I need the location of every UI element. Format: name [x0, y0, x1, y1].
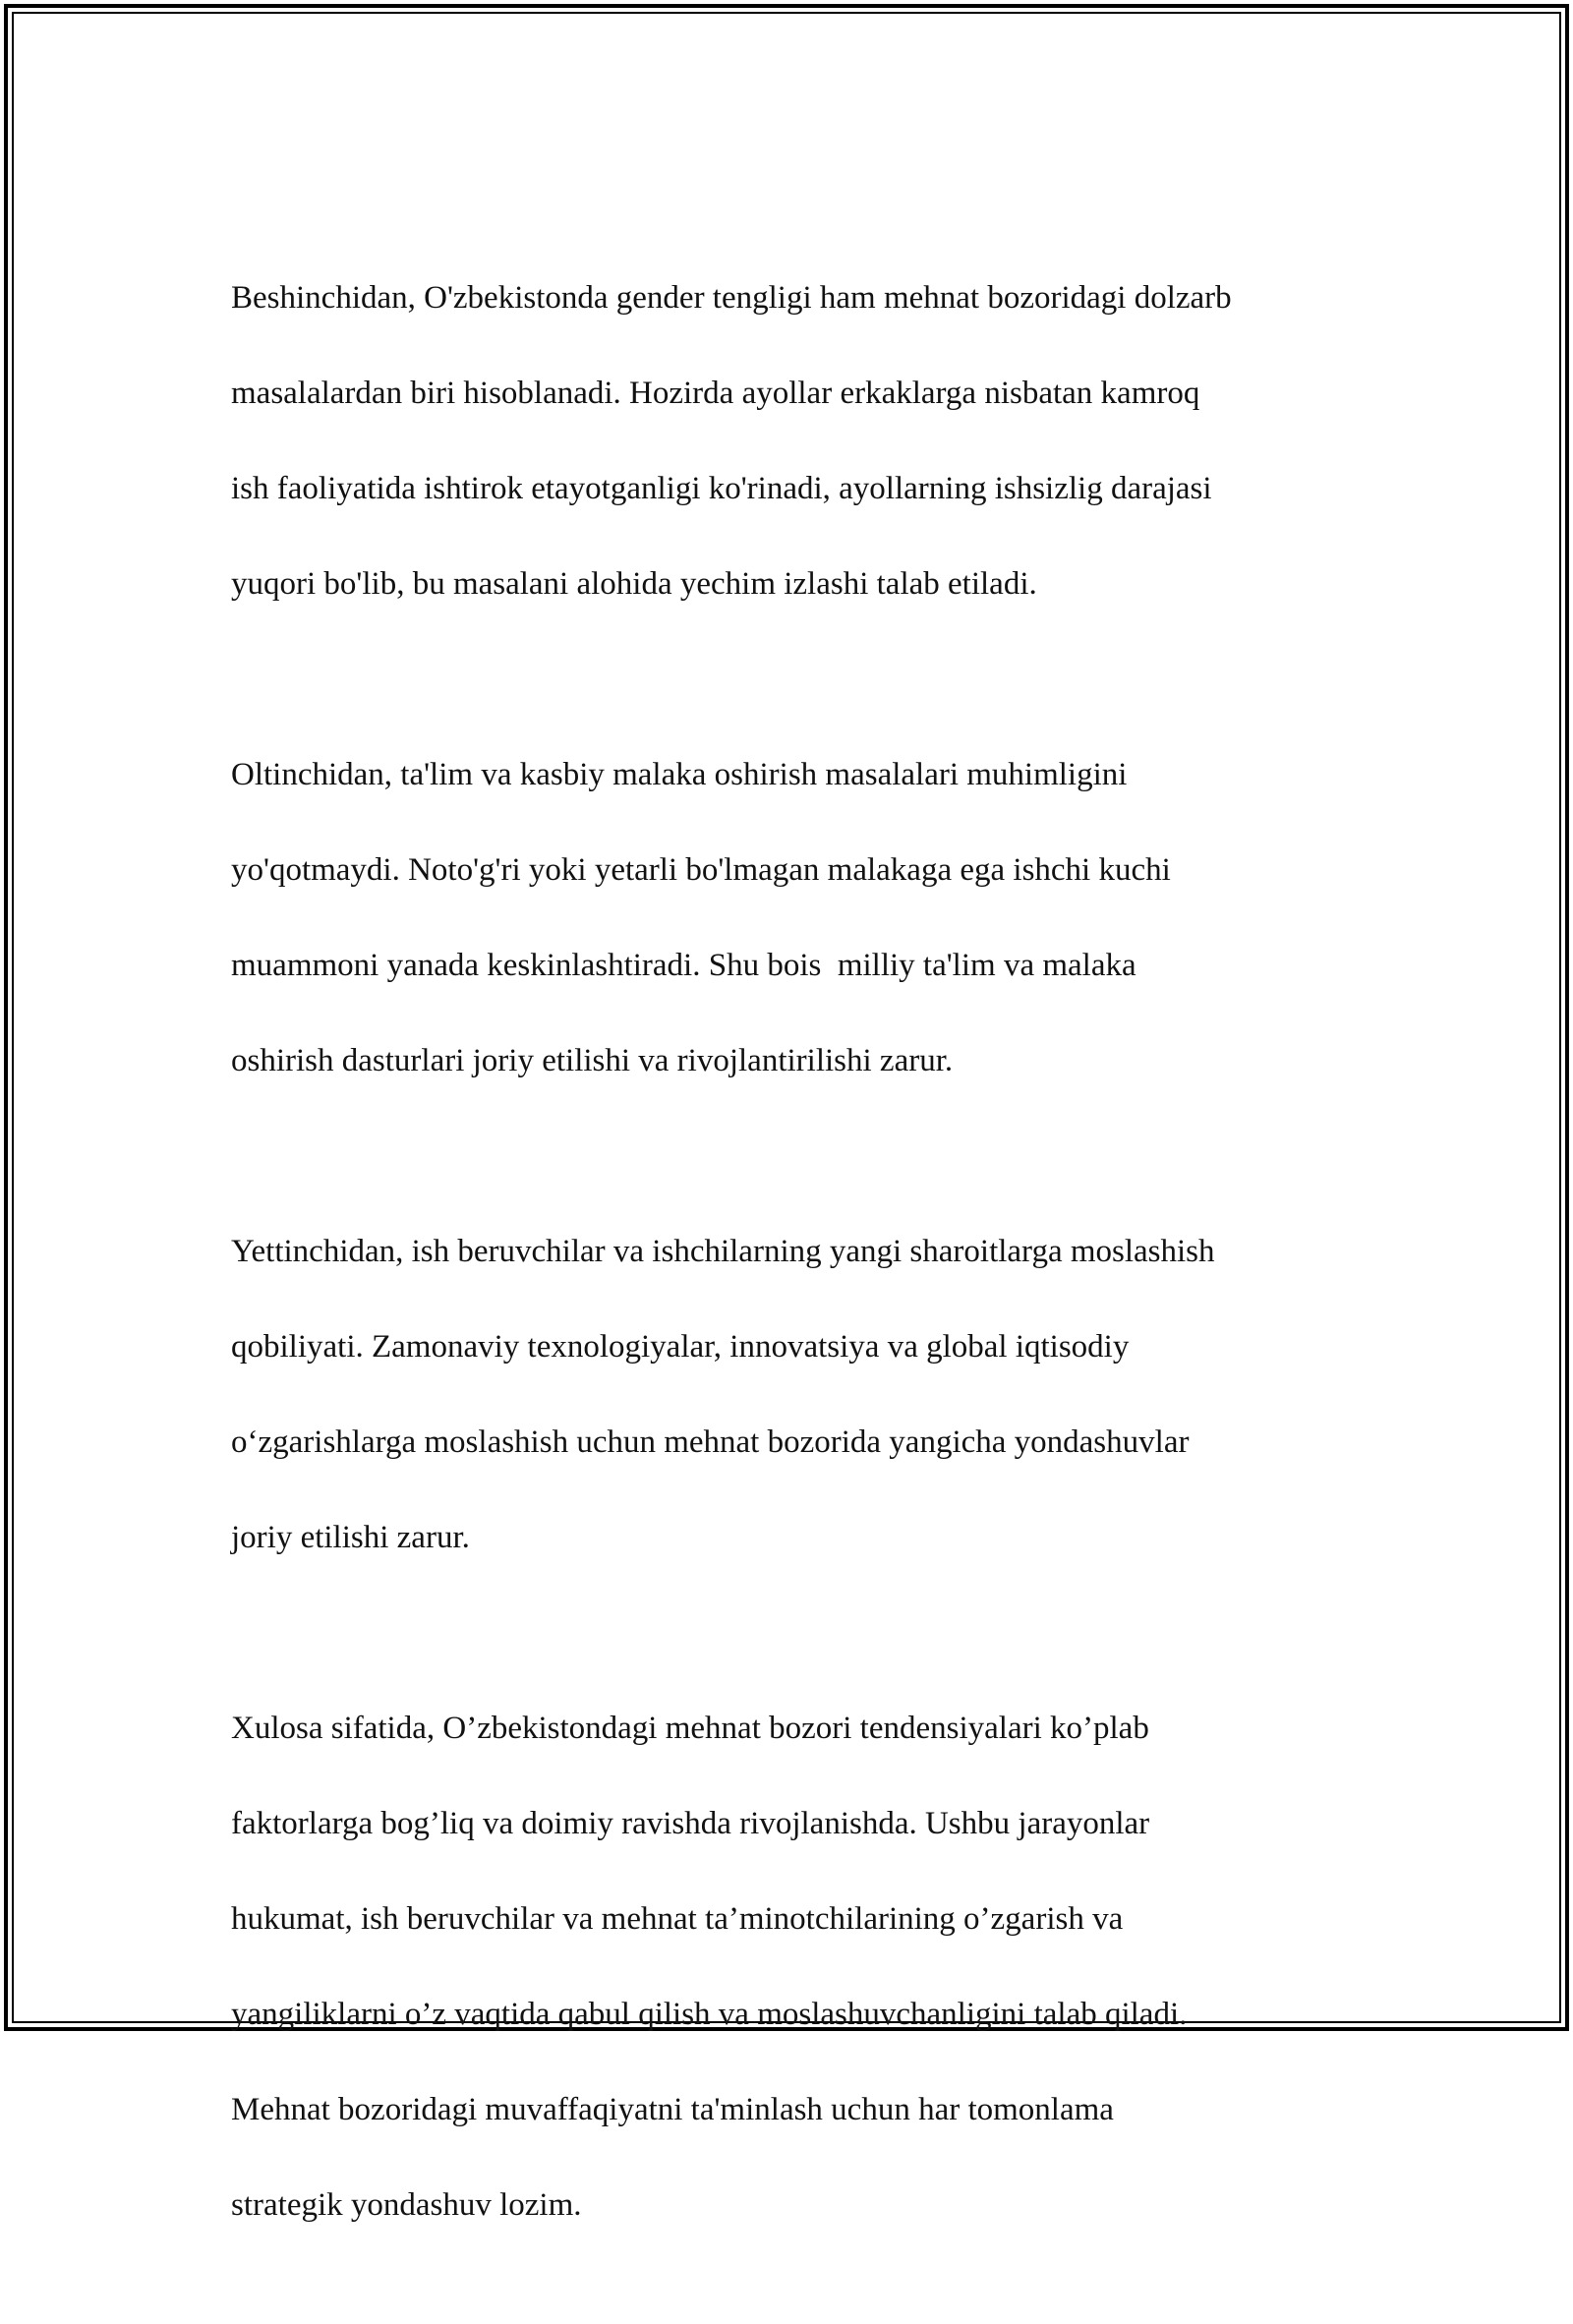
document-body: [231, 226, 1362, 2324]
text-line: Mehnat bozoridagi muvaffaqiyatni ta'minlash uchun har tomonlama: [231, 2091, 1114, 2127]
text-line: yangiliklarni o’z vaqtida qabul qilish va moslashuvchanligini talab qiladi.: [231, 1996, 1188, 2032]
paragraph-xulosa: [231, 1656, 1362, 2277]
text-line: Beshinchidan, O'zbekistonda gender tengligi ham mehnat bozoridagi dolzarb: [231, 279, 1232, 316]
text-line: Yettinchidan, ish beruvchilar va ishchilarning yangi sharoitlarga moslashish: [231, 1233, 1215, 1269]
paragraph-oltinchidan: [231, 703, 1362, 1133]
text-line: yuqori bo'lib, bu masalani alohida yechim izlashi talab etiladi.: [231, 565, 1037, 602]
paragraph-yettinchidan: [231, 1180, 1362, 1609]
text-line: muammoni yanada keskinlashtiradi. Shu bois milliy ta'lim va malaka: [231, 947, 1136, 983]
text-line: Oltinchidan, ta'lim va kasbiy malaka oshirish masalalari muhimligini: [231, 756, 1128, 792]
text-line: qobiliyati. Zamonaviy texnologiyalar, innovatsiya va global iqtisodiy: [231, 1328, 1130, 1365]
paragraph-beshinchidan: [231, 226, 1362, 656]
text-line: joriy etilishi zarur.: [231, 1519, 470, 1555]
text-line: yo'qotmaydi. Noto'g'ri yoki yetarli bo'lmagan malakaga ega ishchi kuchi: [231, 851, 1171, 888]
text-line: masalalardan biri hisoblanadi. Hozirda ayollar erkaklarga nisbatan kamroq: [231, 375, 1200, 411]
text-line: Xulosa sifatida, O’zbekistondagi mehnat bozori tendensiyalari ko’plab: [231, 1710, 1149, 1746]
text-line: faktorlarga bog’liq va doimiy ravishda rivojlanishda. Ushbu jarayonlar: [231, 1805, 1150, 1841]
text-line: oshirish dasturlari joriy etilishi va rivojlantirilishi zarur.: [231, 1042, 954, 1078]
text-line: o‘zgarishlarga moslashish uchun mehnat bozorida yangicha yondashuvlar: [231, 1423, 1190, 1460]
text-line: strategik yondashuv lozim.: [231, 2186, 582, 2223]
text-line: ish faoliyatida ishtirok etayotganligi ko'rinadi, ayollarning ishsizlig darajasi: [231, 470, 1212, 506]
text-line: hukumat, ish beruvchilar va mehnat ta’minotchilarining o’zgarish va: [231, 1900, 1124, 1937]
